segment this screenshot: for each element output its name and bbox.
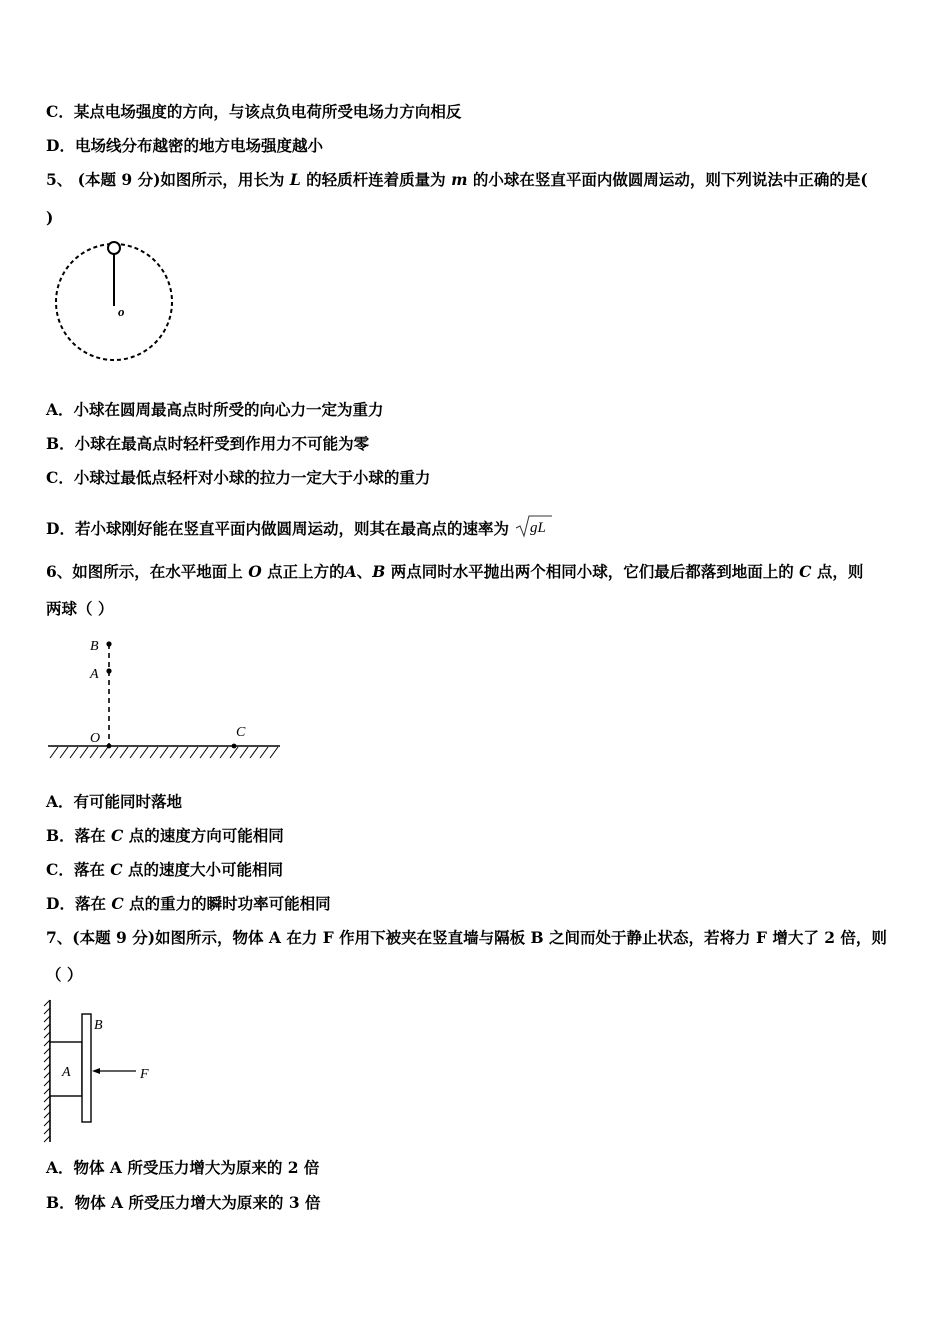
q6-stem: 6、如图所示，在水平地面上 O 点正上方的A、B 两点同时水平抛出两个相同小球，它们最后都落到地面上的 C 点，则 xyxy=(46,562,864,581)
q6-stem-line2: 两球（ ） xyxy=(46,599,114,618)
q7-wall-figure xyxy=(40,996,160,1146)
q4-option-d: D．电场线分布越密的地方电场强度越小 xyxy=(46,136,323,155)
q5-option-a: A．小球在圆周最高点时所受的向心力一定为重力 xyxy=(46,400,384,419)
label-b: B xyxy=(90,639,99,654)
svg-text:gL: gL xyxy=(530,520,547,536)
center-label-o: o xyxy=(118,304,125,319)
small-ball xyxy=(108,242,120,254)
q7-stem: 7、(本题 9 分)如图所示，物体 A 在力 F 作用下被夹在竖直墙与隔板 B 之间而处于静止状态，若将力 F 增大了 2 倍，则 xyxy=(46,928,887,947)
q6-projectile-figure xyxy=(44,632,284,762)
plate-b xyxy=(82,1014,91,1122)
point-a xyxy=(106,668,111,673)
sqrt-formula xyxy=(514,514,552,540)
q6-option-d: D．落在 C 点的重力的瞬时功率可能相同 xyxy=(46,894,331,913)
q5-stem: 5、 (本题 9 分)如图所示，用长为 L 的轻质杆连着质量为 m 的小球在竖直平面内做圆周运动，则下列说法中正确的是( xyxy=(46,170,868,189)
q6-option-a: A．有可能同时落地 xyxy=(46,792,183,811)
label-b: B xyxy=(94,1018,103,1033)
q7-stem-line2: （ ） xyxy=(46,965,83,984)
point-b xyxy=(106,641,111,646)
label-c: C xyxy=(236,725,246,740)
wall-hatching xyxy=(44,1000,50,1142)
ground-hatching xyxy=(50,747,278,758)
q6-option-c: C．落在 C 点的速度大小可能相同 xyxy=(46,860,284,879)
label-a: A xyxy=(90,667,99,682)
q5-option-d: D．若小球刚好能在竖直平面内做圆周运动，则其在最高点的速率为 gL xyxy=(46,514,552,540)
q5-circle-figure xyxy=(50,238,180,366)
q5-option-c: C．小球过最低点轻杆对小球的拉力一定大于小球的重力 xyxy=(46,468,431,487)
force-arrow-head xyxy=(92,1068,100,1074)
q5-option-b: B．小球在最高点时轻杆受到作用力不可能为零 xyxy=(46,434,370,453)
q7-option-a: A．物体 A 所受压力增大为原来的 2 倍 xyxy=(46,1158,320,1177)
q7-option-b: B．物体 A 所受压力增大为原来的 3 倍 xyxy=(46,1193,321,1212)
q5-stem-close: ) xyxy=(46,208,54,227)
label-a: A xyxy=(62,1065,71,1080)
label-o: O xyxy=(90,731,101,746)
label-f: F xyxy=(140,1067,149,1082)
q4-option-c: C．某点电场强度的方向，与该点负电荷所受电场力方向相反 xyxy=(46,102,462,121)
q6-option-b: B．落在 C 点的速度方向可能相同 xyxy=(46,826,284,845)
